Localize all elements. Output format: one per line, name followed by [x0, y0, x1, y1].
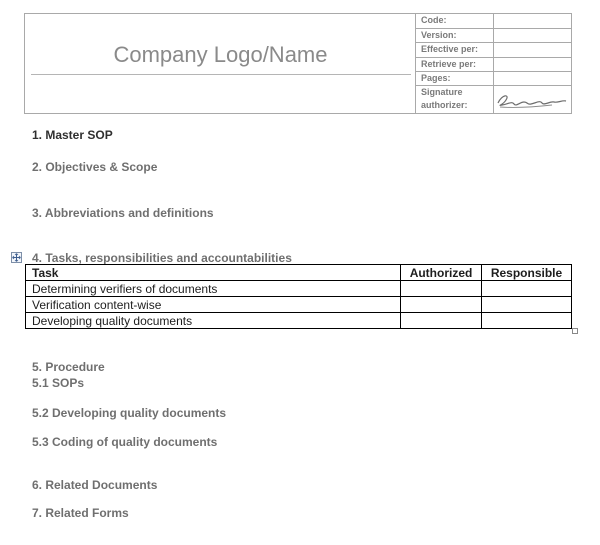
meta-label: Pages: [416, 72, 494, 85]
responsible-cell[interactable] [482, 313, 572, 329]
table-move-handle-icon[interactable] [11, 252, 22, 263]
responsible-cell[interactable] [482, 281, 572, 297]
signature-label-line1: Signature [421, 87, 463, 97]
section-master-sop: 1. Master SOP [32, 128, 113, 142]
meta-value-version[interactable] [494, 29, 571, 42]
company-logo-name: Company Logo/Name [113, 42, 328, 67]
section-coding-quality-documents: 5.3 Coding of quality documents [32, 435, 218, 449]
section-related-documents: 6. Related Documents [32, 478, 158, 492]
authorized-cell[interactable] [401, 313, 482, 329]
meta-value-effective[interactable] [494, 43, 571, 57]
section-tasks-responsibilities: 4. Tasks, responsibilities and accountabilities [32, 251, 292, 265]
meta-label: Retrieve per: [416, 58, 494, 71]
section-objectives-scope: 2. Objectives & Scope [32, 160, 158, 174]
section-abbreviations: 3. Abbreviations and definitions [32, 206, 214, 220]
responsible-cell[interactable] [482, 297, 572, 313]
meta-label [416, 86, 494, 113]
table-row [26, 313, 572, 329]
section-related-forms: 7. Related Forms [32, 506, 129, 520]
meta-row-effective [416, 43, 571, 58]
column-header-responsible: Responsible [482, 265, 572, 281]
document-meta-table [416, 14, 571, 113]
table-header-row [26, 265, 572, 281]
column-header-task: Task [26, 265, 401, 281]
task-cell[interactable]: Determining verifiers of documents [26, 281, 401, 297]
document-header [24, 13, 572, 114]
meta-row-version [416, 29, 571, 43]
logo-underline [31, 74, 411, 75]
section-sops: 5.1 SOPs [32, 376, 85, 390]
meta-label: Version: [416, 29, 494, 42]
authorized-cell[interactable] [401, 281, 482, 297]
logo-area [25, 14, 416, 113]
meta-row-code [416, 14, 571, 29]
task-cell[interactable]: Developing quality documents [26, 313, 401, 329]
meta-row-retrieve [416, 58, 571, 72]
meta-value-code[interactable] [494, 14, 571, 28]
signature-label-line2: authorizer: [421, 100, 468, 110]
meta-row-pages [416, 72, 571, 86]
meta-value-pages[interactable] [494, 72, 571, 85]
authorized-cell[interactable] [401, 297, 482, 313]
section-procedure: 5. Procedure [32, 360, 105, 374]
meta-row-signature [416, 86, 571, 113]
meta-label: Effective per: [416, 43, 494, 57]
section-developing-quality-documents: 5.2 Developing quality documents [32, 406, 227, 420]
table-resize-handle[interactable] [572, 328, 578, 334]
column-header-authorized: Authorized [401, 265, 482, 281]
table-row [26, 281, 572, 297]
signature-image [494, 86, 571, 113]
task-table [25, 264, 572, 329]
signature-field[interactable] [494, 86, 571, 113]
table-row [26, 297, 572, 313]
task-cell[interactable]: Verification content-wise [26, 297, 401, 313]
meta-label: Code: [416, 14, 494, 28]
meta-value-retrieve[interactable] [494, 58, 571, 71]
